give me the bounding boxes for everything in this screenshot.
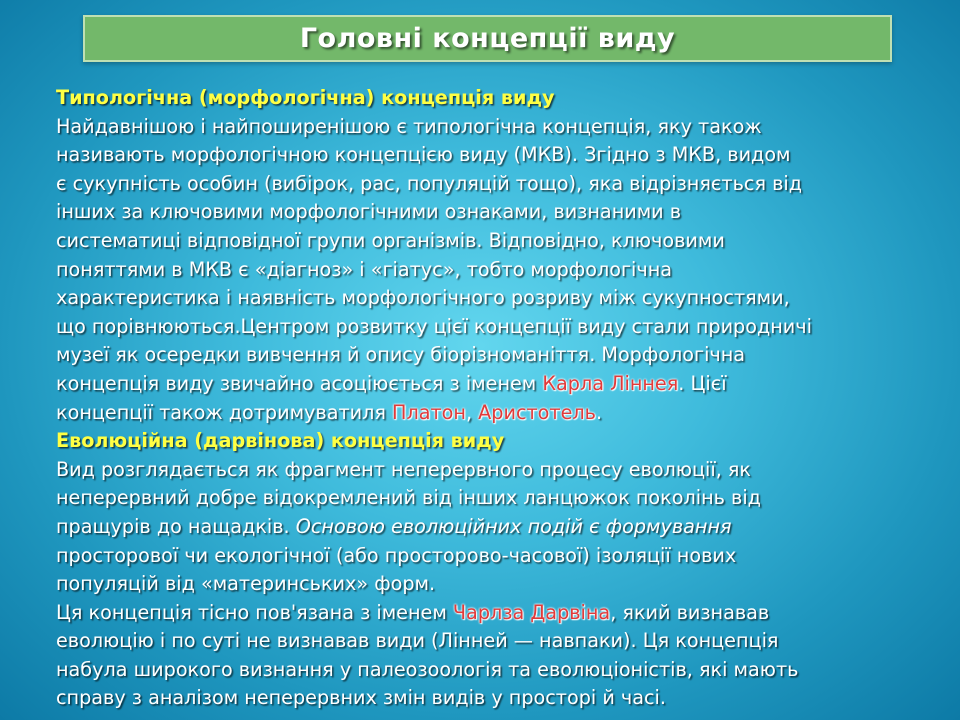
line10-suffix: . Цієї	[678, 371, 727, 395]
line6-prefix: Ця концепція тісно пов'язана з іменем	[56, 600, 453, 624]
title-bar	[83, 15, 892, 62]
section2-line-6	[56, 599, 936, 628]
line11-separator: ,	[465, 400, 479, 424]
section1-line-6: поняттями в МКВ є «діагноз» і «гіатус», тобто морфологічна	[56, 257, 673, 281]
name-aristotle: Аристотель	[478, 400, 596, 424]
name-linnaeus: Карла Ліннея	[542, 371, 679, 395]
line10-prefix: концепція виду звичайно асоціюється з іменем	[56, 371, 543, 395]
section1-line-10	[56, 370, 936, 399]
section2-line-3	[56, 513, 936, 542]
section1-line-9: музеї як осередки вивчення й опису біорізноманіття. Морфологічна	[56, 343, 746, 367]
section1-line-5: систематиці відповідної групи організмів. Відповідно, ключовими	[56, 228, 725, 252]
line3-italic: Основою еволюційних подій є формування	[295, 514, 732, 538]
section2-line-8: набула широкого визнання у палеозоологія та еволюціоністів, які мають	[56, 657, 799, 681]
section1-heading: Типологічна (морфологічна) концепція виду	[56, 86, 555, 109]
line11-prefix: концепції також дотримуватиля	[56, 400, 393, 424]
section2-line-2: неперервний добре відокремлений від інших ланцюжок поколінь від	[56, 486, 761, 510]
section2-line-5: популяцій від «материнських» форм.	[56, 572, 436, 596]
section2-line-1: Вид розглядається як фрагмент неперервного процесу еволюції, як	[56, 457, 752, 481]
section1-line-2: називають морфологічною концепцією виду (МКВ). Згідно з МКВ, видом	[56, 143, 791, 167]
line11-suffix: .	[595, 400, 603, 424]
section2-heading: Еволюційна (дарвінова) концепція виду	[56, 429, 505, 453]
section1-line-1: Найдавнішою і найпоширенішою є типологічна концепція, яку також	[56, 114, 762, 138]
section1-line-8: що порівнюються.Центром розвитку цієї концепції виду стали природничі	[56, 314, 812, 338]
section2-line-4: просторової чи екологічної (або просторово-часової) ізоляції нових	[56, 543, 737, 567]
slide-title: Головні концепції виду	[299, 23, 676, 54]
line3-prefix: пращурів до нащадків.	[56, 514, 296, 538]
section2-line-9: справу з аналізом неперервних змін видів у просторі й часі.	[56, 686, 666, 710]
line6-suffix: , який визнавав	[610, 600, 770, 624]
section1-line-7: характеристика і наявність морфологічного розриву між сукупностями,	[56, 286, 790, 310]
name-darwin: Чарлза Дарвіна	[452, 600, 611, 624]
section1-line-3: є сукупність особин (вибірок, рас, популяцій тощо), яка відрізняється від	[56, 171, 802, 195]
slide-body	[56, 84, 936, 713]
section1-line-11	[56, 399, 936, 428]
section1-line-4: інших за ключовими морфологічними ознаками, визнаними в	[56, 200, 682, 224]
section2-line-7: еволюцію і по суті не визнавав види (Лінней — навпаки). Ця концепція	[56, 629, 779, 653]
name-plato: Платон	[392, 400, 466, 424]
